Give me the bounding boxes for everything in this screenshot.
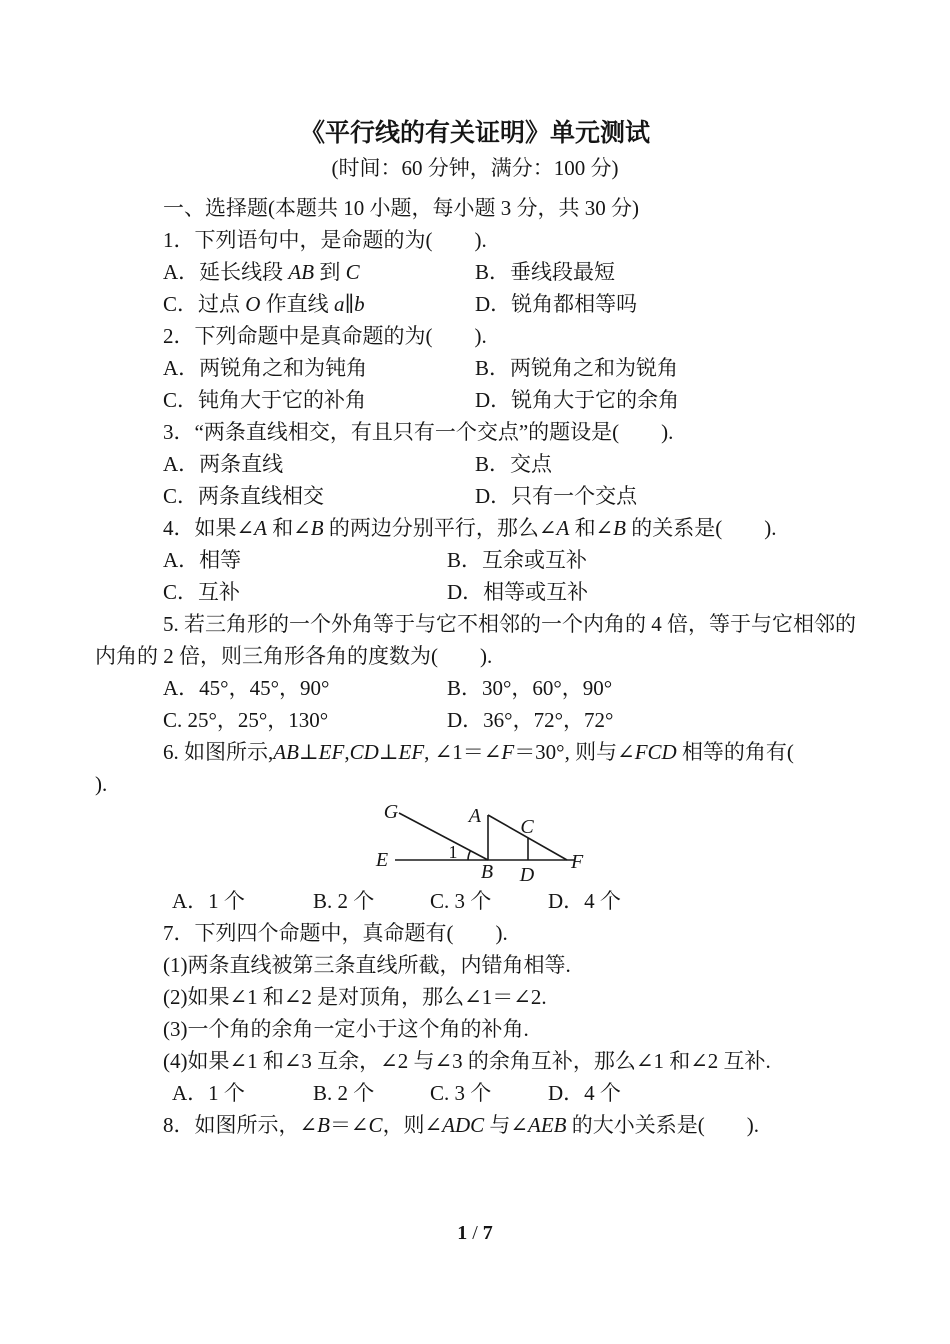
question-6-figure (95, 800, 855, 885)
q6-option-d: D．4 个 (548, 889, 621, 913)
math-variable: EF (398, 740, 425, 764)
text-segment: / (467, 1222, 483, 1244)
q2-option-a: A．两锐角之和为钝角 (163, 356, 368, 380)
text-segment: ＝∠ (329, 1113, 369, 1137)
text-segment: 和∠ (569, 516, 614, 540)
q3-option-b: B．交点 (475, 452, 553, 476)
q1-option-row-2 (95, 288, 855, 320)
q6-option-a: A．1 个 (172, 889, 245, 913)
q3-option-row-2 (95, 480, 855, 512)
q5-option-row-1 (95, 672, 855, 704)
q5-option-b: B．30°，60°，90° (447, 676, 613, 700)
text-segment: 1 (457, 1222, 468, 1244)
math-variable: C (345, 260, 360, 284)
text-segment: 4．如果∠ (163, 516, 255, 540)
q4-option-row-2 (95, 576, 855, 608)
q1-option-c (163, 288, 475, 320)
text-segment: ，则∠ (382, 1113, 443, 1137)
q4-option-d: D．相等或互补 (447, 580, 589, 604)
q3-option-c: C．两条直线相交 (163, 484, 325, 508)
q3-option-d: D．只有一个交点 (475, 484, 638, 508)
page-number (0, 1220, 950, 1246)
q1-option-row-1 (95, 256, 855, 288)
text-segment: ⊥ (298, 740, 319, 764)
q4-option-b: B．互余或互补 (447, 548, 588, 572)
text-segment: 6. 如图所示, (163, 740, 274, 764)
q4-option-c: C．互补 (163, 580, 241, 604)
q6-option-row (95, 885, 855, 917)
math-variable: C (368, 1113, 383, 1137)
text-segment: 到 (314, 260, 346, 284)
q4-option-a: A．相等 (163, 548, 242, 572)
text-segment: , ∠1＝∠ (424, 740, 502, 764)
q7-option-row (95, 1077, 855, 1109)
q2-option-c: C．钝角大于它的补角 (163, 388, 367, 412)
q4-option-row-1 (95, 544, 855, 576)
text-segment: B．垂线段最短 (475, 260, 616, 284)
figure-angle1-arc (468, 851, 471, 860)
q7-statement-1: (1)两条直线被第三条直线所截，内错角相等. (163, 953, 571, 977)
text-segment: 的关系是( ). (626, 516, 777, 540)
math-variable: CD (349, 740, 379, 764)
math-variable: B (613, 516, 626, 540)
section-heading-1: 一、选择题(本题共 10 小题，每小题 3 分，共 30 分) (163, 196, 639, 220)
math-variable: AB (288, 260, 315, 284)
text-segment: 的两边分别平行，那么∠ (323, 516, 557, 540)
math-variable: F (501, 740, 515, 764)
question-3: 3．“两条直线相交，有且只有一个交点”的题设是( ). (163, 420, 674, 444)
figure-label-angle-1: 1 (448, 842, 458, 862)
text-segment: 相等的角有( (676, 740, 794, 764)
math-variable: O (245, 292, 261, 316)
text-segment: ⊥ (378, 740, 399, 764)
q6-option-b: B. 2 个 (313, 889, 375, 913)
math-variable: B (310, 516, 324, 540)
text-segment: , (344, 740, 350, 764)
math-variable: A (556, 516, 570, 540)
q5-option-a: A．45°，45°，90° (163, 676, 330, 700)
figure-label-E: E (375, 849, 389, 871)
q5-option-row-2 (95, 704, 855, 736)
figure-label-C: C (520, 816, 534, 838)
q6-option-c: C. 3 个 (430, 889, 492, 913)
figure-label-B: B (480, 861, 494, 883)
q7-option-d: D．4 个 (548, 1081, 621, 1105)
text-segment: 8．如图所示，∠ (163, 1113, 318, 1137)
q2-option-b: B．两锐角之和为锐角 (475, 356, 679, 380)
text-segment: 与∠ (484, 1113, 529, 1137)
q7-option-c: C. 3 个 (430, 1081, 492, 1105)
q5-option-c: C. 25°，25°，130° (163, 708, 329, 732)
text-segment: C．过点 (163, 292, 246, 316)
question-2: 2．下列命题中是真命题的为( ). (163, 324, 487, 348)
q2-option-row-1 (95, 352, 855, 384)
document-title: 《平行线的有关证明》单元测试 (299, 120, 650, 147)
q1-option-d (475, 292, 637, 316)
question-1: 1．下列语句中，是命题的为( ). (163, 228, 487, 252)
figure-label-A: A (468, 805, 481, 827)
figure-label-D: D (519, 864, 535, 885)
document-subtitle: (时间：60 分钟，满分：100 分) (331, 156, 619, 180)
text-segment: 和∠ (266, 516, 311, 540)
text-segment: 7 (482, 1222, 493, 1244)
q7-statement-2: (2)如果∠1 和∠2 是对顶角，那么∠1＝∠2. (163, 985, 547, 1009)
text-segment: 的大小关系是( ). (566, 1113, 760, 1137)
math-variable: ADC (442, 1113, 485, 1137)
q7-statement-4: (4)如果∠1 和∠3 互余，∠2 与∠3 的余角互补，那么∠1 和∠2 互补. (163, 1049, 771, 1073)
q7-option-b: B. 2 个 (313, 1081, 375, 1105)
question-8 (95, 1109, 855, 1141)
math-variable: A (254, 516, 267, 540)
q3-option-row-1 (95, 448, 855, 480)
text-segment: A．延长线段 (163, 260, 289, 284)
q1-option-b (475, 260, 615, 284)
geometry-figure (360, 800, 595, 885)
math-variable: AEB (528, 1113, 567, 1137)
q2-option-d: D．锐角大于它的余角 (475, 388, 680, 412)
question-6-line-1 (95, 736, 855, 768)
math-variable: a∥b (333, 292, 365, 316)
question-4 (95, 512, 855, 544)
text-segment: ＝30°, 则与∠ (514, 740, 635, 764)
q7-statement-3: (3)一个角的余角一定小于这个角的补角. (163, 1017, 529, 1041)
figure-label-F: F (571, 851, 584, 873)
question-6-line-2: ). (95, 772, 108, 796)
q2-option-row-2 (95, 384, 855, 416)
question-7: 7．下列四个命题中，真命题有( ). (163, 921, 508, 945)
math-variable: EF (318, 740, 345, 764)
math-variable: AB (273, 740, 299, 764)
question-5-line-2: 内角的 2 倍，则三角形各角的度数为( ). (95, 644, 493, 668)
figure-label-G: G (383, 801, 399, 823)
question-5-line-1: 5. 若三角形的一个外角等于与它不相邻的一个内角的 4 倍，等于与它相邻的 (163, 612, 856, 636)
text-segment: 作直线 (260, 292, 334, 316)
q1-option-a (163, 256, 475, 288)
math-variable: FCD (634, 740, 677, 764)
q5-option-d: D．36°，72°，72° (447, 708, 614, 732)
q3-option-a: A．两条直线 (163, 452, 284, 476)
text-segment: D．锐角都相等吗 (475, 292, 638, 316)
q7-option-a: A．1 个 (172, 1081, 245, 1105)
math-variable: B (317, 1113, 330, 1137)
